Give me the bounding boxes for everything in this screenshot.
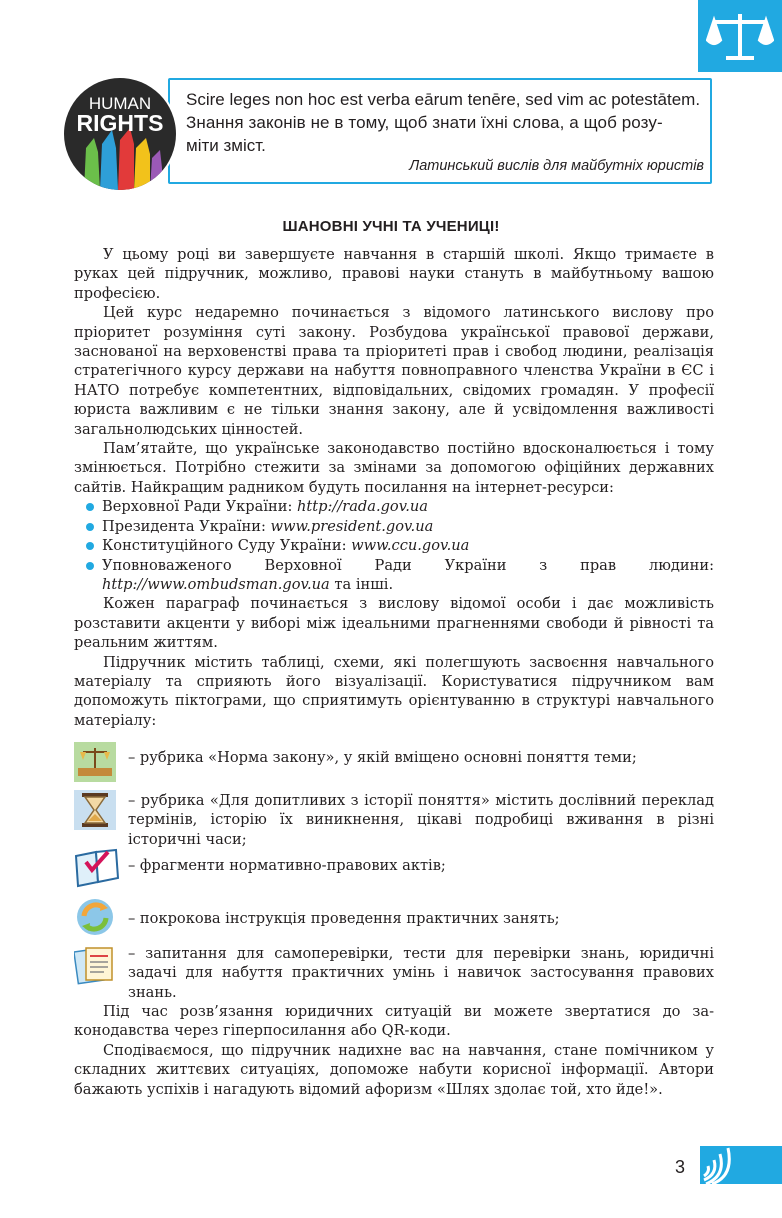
paragraph-6: Під час розв’язання юридичних ситуацій ви можете звертатися до законодавства через гіперпосилання або QR-коди.	[74, 1003, 714, 1040]
epigraph-translation-line1: Знання законів не в тому, щоб знати їхні слова, а щоб розу-	[186, 113, 663, 132]
page-number: 3	[675, 1157, 686, 1177]
official-sites-list	[74, 497, 714, 594]
paragraph-2: Цей курс недаремно починається з відомого латинського вислову про пріоритет розуміння суті закону. Розбудова української правової держави, заснованої на верховенстві права та пріоритеті прав і свобод людини, реалізація стратегічного курсу держави на набуття повноправного членства України в ЄС і НАТО потребує компетентних, відповідальних, свідомих громадян. У професії юриста важливим є не тільки знання закону, але й усвідомлення важливості загальнолюдських цінностей.	[74, 304, 714, 438]
site-url-link[interactable]: http://rada.gov.ua	[297, 498, 428, 516]
paragraph-4: Кожен параграф починається з вислову відомої особи і дає можливість розставити акценти у виборі між ідеальними прагненнями свободи й рівності та реальним життям.	[74, 595, 714, 652]
rubric-selfcheck-text: – запитання для самоперевірки, тести для перевірки знань, юридичні задачі для набуття практичних умінь і навичок застосування правових знань.	[128, 945, 714, 1001]
site-url-link[interactable]: www.ccu.gov.ua	[351, 537, 470, 555]
site-label: Уповноваженого Верховної Ради України з прав людини:	[102, 556, 714, 574]
rubric-practice-text: – покрокова інструкція проведення практичних занять;	[128, 910, 560, 927]
paragraph-3: Пам’ятайте, що українське законодавство постійно вдосконалюється і тому змінюється. Потрібно стежити за змінами за допомогою офіційних державних сайтів. Найкращим радником будуть посилання на інтернет-ресурси:	[74, 440, 714, 496]
site-url-link[interactable]: www.president.gov.ua	[270, 517, 434, 535]
paragraph-7: Сподіваємося, що підручник надихне вас на навчання, стане помічником у складних життєвих ситуаціях, допоможе набути корисної інформації. Автори бажають успіхів і нагадують відомий афоризм «Шлях здолає той, хто йде!».	[74, 1041, 714, 1098]
site-label: Президента України:	[102, 517, 271, 535]
page-heading: ШАНОВНІ УЧНІ ТА УЧЕНИЦІ!	[282, 218, 500, 235]
site-tail: та інші.	[329, 575, 394, 593]
site-label: Конституційного Суду України:	[102, 537, 352, 555]
site-label: Верховної Ради України:	[102, 498, 298, 516]
epigraph-source: Латинський вислів для майбутніх юристів	[409, 158, 704, 174]
scales-of-justice-icon	[698, 0, 782, 72]
list-item	[74, 536, 714, 555]
epigraph-translation-line2: міти зміст.	[186, 136, 266, 155]
epigraph-latin: Scire leges non hoc est verba eārum tenēre, sed vim ac potestātem.	[186, 90, 701, 109]
badge-title-line1: HUMAN	[88, 94, 152, 113]
open-book-checkmark-icon	[74, 846, 116, 886]
epigraph-text	[186, 88, 706, 157]
closing-text	[74, 1002, 714, 1099]
notes-pages-icon	[74, 944, 116, 984]
law-scales-book-icon	[74, 742, 116, 782]
hourglass-icon	[74, 790, 116, 830]
paragraph-1: У цьому році ви завершуєте навчання в старшій школі. Якщо тримаєте в руках цей підручник, можливо, правові науки стануть в майбутньому вашою професією.	[74, 246, 714, 302]
circular-arrows-icon	[74, 896, 116, 936]
list-item	[74, 497, 714, 516]
rubric-history-text: – рубрика «Для допитливих з історії поняття» містить дослівний переклад термінів, історію їх виникнення, цікаві подробиці вживання в різні історичні часи;	[128, 792, 714, 848]
paragraph-5: Підручник містить таблиці, схеми, які полегшують засвоєння навчального матеріалу та сприяють його візуалізації. Користуватися підручником вам допоможуть піктограми, що сприятимуть орієнтуванню в структурі навчального матеріалу:	[74, 653, 714, 729]
rubric-acts-text: – фрагменти нормативно-правових актів;	[128, 857, 446, 874]
list-item	[74, 556, 714, 595]
intro-text	[74, 245, 714, 730]
site-url-link[interactable]: http://www.ombudsman.gov.ua	[102, 575, 330, 593]
rubric-norm-text: – рубрика «Норма закону», у якій вміщено основні поняття теми;	[128, 749, 637, 766]
human-rights-badge	[64, 78, 176, 190]
signal-waves-icon	[700, 1146, 782, 1184]
list-item	[74, 517, 714, 536]
badge-title-line2: RIGHTS	[76, 110, 164, 136]
